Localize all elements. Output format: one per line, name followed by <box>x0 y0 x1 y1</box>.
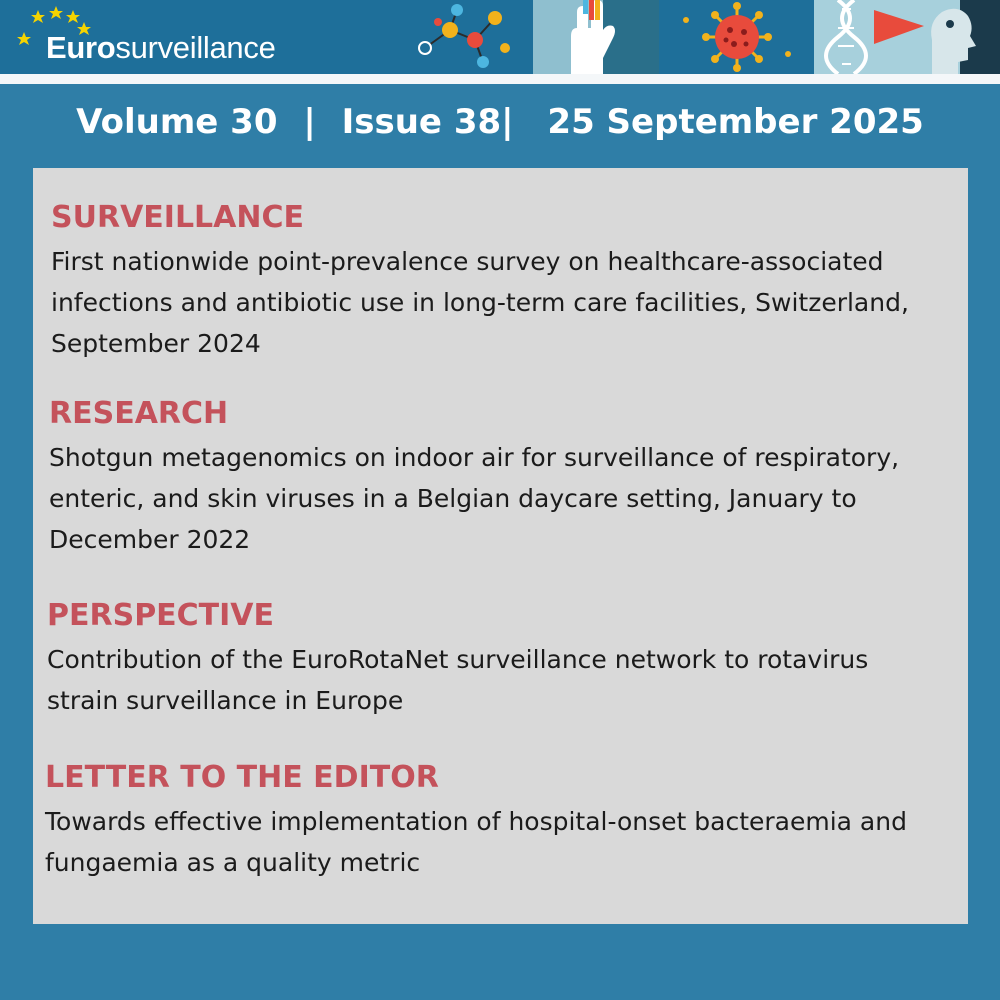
logo-bold-part: Euro <box>46 30 116 65</box>
section-heading: RESEARCH <box>49 396 229 431</box>
section-surveillance <box>51 200 951 364</box>
separator: | <box>303 102 316 142</box>
banner-divider <box>0 74 1000 84</box>
article-title-link[interactable]: First nationwide point-prevalence survey on healthcare-associated infections and antibiotic use in long-term care facilities, Switzerland, September 2024 <box>51 247 909 358</box>
volume-number: Volume 30 <box>76 102 278 142</box>
separator: | <box>501 102 514 142</box>
table-of-contents <box>33 168 968 924</box>
issue-info <box>0 102 1000 142</box>
section-heading: LETTER TO THE EDITOR <box>45 760 439 795</box>
section-heading: PERSPECTIVE <box>47 598 275 633</box>
issue-number: Issue 38 <box>341 102 502 142</box>
eurosurveillance-logo[interactable] <box>16 4 316 70</box>
hand-icon <box>533 0 659 74</box>
issue-date: 25 September 2025 <box>547 102 924 142</box>
section-research <box>49 396 949 560</box>
article-title-link[interactable]: Towards effective implementation of hospital-onset bacteraemia and fungaemia as a quality metric <box>45 807 907 877</box>
section-perspective <box>47 598 947 721</box>
molecule-network-icon <box>405 0 520 74</box>
article-title-link[interactable]: Contribution of the EuroRotaNet surveillance network to rotavirus strain surveillance in Europe <box>47 645 869 715</box>
header-banner <box>0 0 1000 74</box>
article-title-link[interactable]: Shotgun metagenomics on indoor air for surveillance of respiratory, enteric, and skin viruses in a Belgian daycare setting, January to December 2022 <box>49 443 900 554</box>
virus-icon <box>664 0 810 74</box>
section-heading: SURVEILLANCE <box>51 200 305 235</box>
section-letter-to-the-editor <box>45 760 945 883</box>
logo-wordmark <box>46 30 276 66</box>
dna-head-icon <box>814 0 1000 74</box>
logo-regular-part: surveillance <box>115 30 276 65</box>
